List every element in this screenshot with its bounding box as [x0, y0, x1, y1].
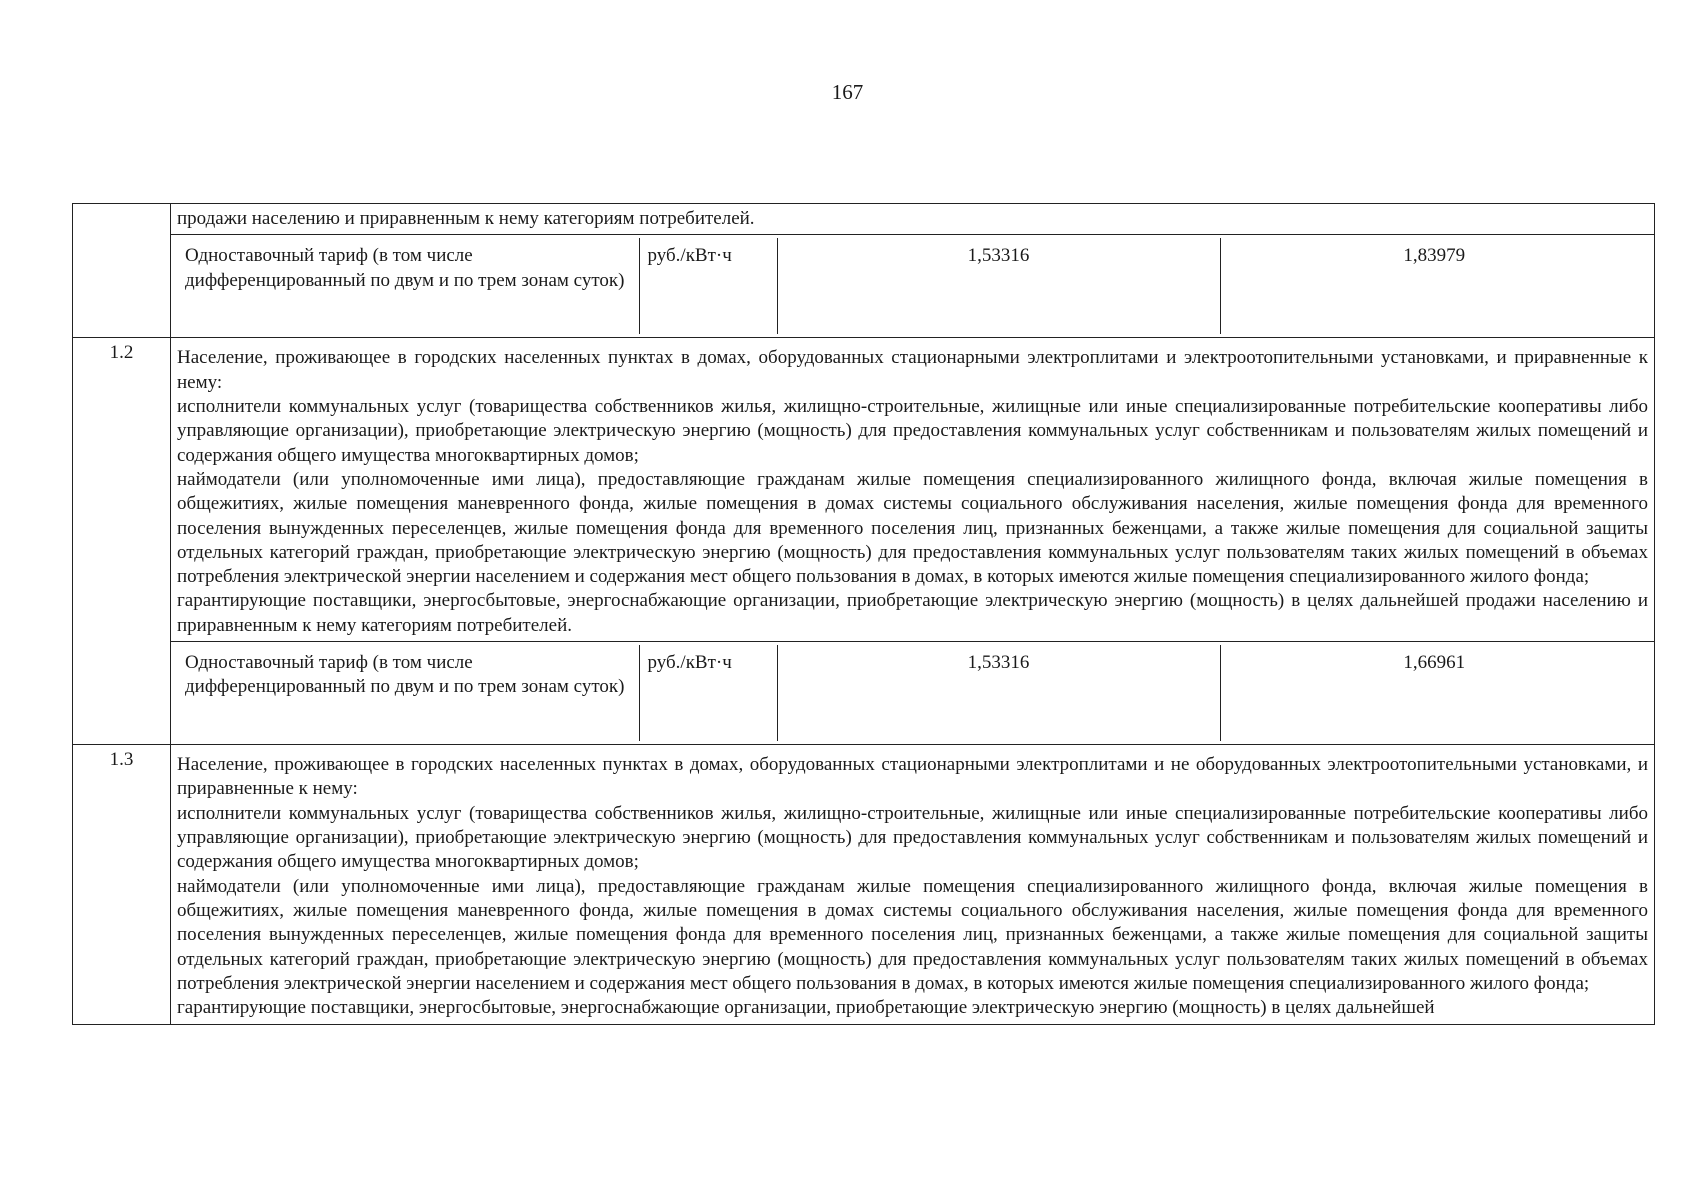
table-row	[73, 745, 1655, 1024]
tariff-row	[73, 235, 1655, 338]
description-paragraph: гарантирующие поставщики, энергосбытовые, энергоснабжающие организации, приобретающие электрическую энергию (мощность) в целях дальнейшей	[177, 997, 1435, 1019]
tariff-value-1: 1,53316	[777, 238, 1220, 334]
row-description	[171, 338, 1655, 642]
description-paragraph: гарантирующие поставщики, энергосбытовые, энергоснабжающие организации, приобретающие электрическую энергию (мощность) в целях дальнейшей продажи населению и приравненным к нему категориям потребителей.	[177, 590, 1648, 636]
tariff-unit: руб./кВт·ч	[639, 238, 777, 334]
tariff-name: Одноставочный тариф (в том числе дифференцированный по двум и по трем зонам суток)	[185, 652, 625, 698]
row-number: 1.2	[73, 338, 171, 745]
description-paragraph: исполнители коммунальных услуг (товарищества собственников жилья, жилищно-строительные, жилищные или иные специализированные потребительские кооперативы либо управляющие организации), приобретающие электрическую энергию (мощность) для предоставления коммунальных услуг собственникам и пользователям жилых помещений и содержания общего имущества многоквартирных домов;	[177, 395, 1648, 466]
page-number: 167	[831, 80, 864, 104]
description-paragraph: продажи населению и приравненным к нему категориям потребителей.	[177, 208, 755, 229]
tariff-row	[73, 642, 1655, 745]
table-row	[73, 204, 1655, 235]
row-number: 1.3	[73, 745, 171, 1024]
tariff-value-1: 1,53316	[777, 645, 1220, 741]
tariff-table	[72, 203, 1655, 1025]
description-paragraph: исполнители коммунальных услуг (товарищества собственников жилья, жилищно-строительные, жилищные или иные специализированные потребительские кооперативы либо управляющие организации), приобретающие электрическую энергию (мощность) для предоставления коммунальных услуг собственникам и пользователям жилых помещений и содержания общего имущества многоквартирных домов;	[177, 802, 1648, 873]
tariff-value-2: 1,66961	[1220, 645, 1648, 741]
description-paragraph: наймодатели (или уполномоченные ими лица), предоставляющие гражданам жилые помещения специализированного жилищного фонда, включая жилые помещения в общежитиях, жилые помещения маневренного фонда, жилые помещения в домах системы социального обслуживания населения, жилые помещения фонда для временного поселения вынужденных переселенцев, жилые помещения фонда для временного поселения лиц, признанных беженцами, а также жилые помещения для социальной защиты отдельных категорий граждан, приобретающие электрическую энергию (мощность) для предоставления коммунальных услуг пользователям таких жилых помещений в объемах потребления электрической энергии населением и содержания мест общего пользования в домах, в которых имеются жилые помещения специализированного жилого фонда;	[177, 468, 1648, 588]
tariff-value-2: 1,83979	[1220, 238, 1648, 334]
row-description	[171, 745, 1655, 1024]
description-paragraph: наймодатели (или уполномоченные ими лица), предоставляющие гражданам жилые помещения специализированного жилищного фонда, включая жилые помещения в общежитиях, жилые помещения маневренного фонда, жилые помещения в домах системы социального обслуживания населения, жилые помещения фонда для временного поселения вынужденных переселенцев, жилые помещения фонда для временного поселения лиц, признанных беженцами, а также жилые помещения для социальной защиты отдельных категорий граждан, приобретающие электрическую энергию (мощность) для предоставления коммунальных услуг пользователям таких жилых помещений в объемах потребления электрической энергии населением и содержания мест общего пользования в домах, в которых имеются жилые помещения специализированного жилого фонда;	[177, 875, 1648, 994]
tariff-unit: руб./кВт·ч	[639, 645, 777, 741]
row-number	[73, 204, 171, 338]
description-paragraph: Население, проживающее в городских населенных пунктах в домах, оборудованных стационарными электроплитами и не оборудованных электроотопительными установками, и приравненные к нему:	[177, 754, 1648, 800]
row-description	[171, 204, 1655, 235]
table-row	[73, 338, 1655, 642]
tariff-name: Одноставочный тариф (в том числе дифференцированный по двум и по трем зонам суток)	[185, 245, 625, 291]
description-paragraph: Население, проживающее в городских населенных пунктах в домах, оборудованных стационарными электроплитами и электроотопительными установками, и приравненные к нему:	[177, 347, 1648, 393]
